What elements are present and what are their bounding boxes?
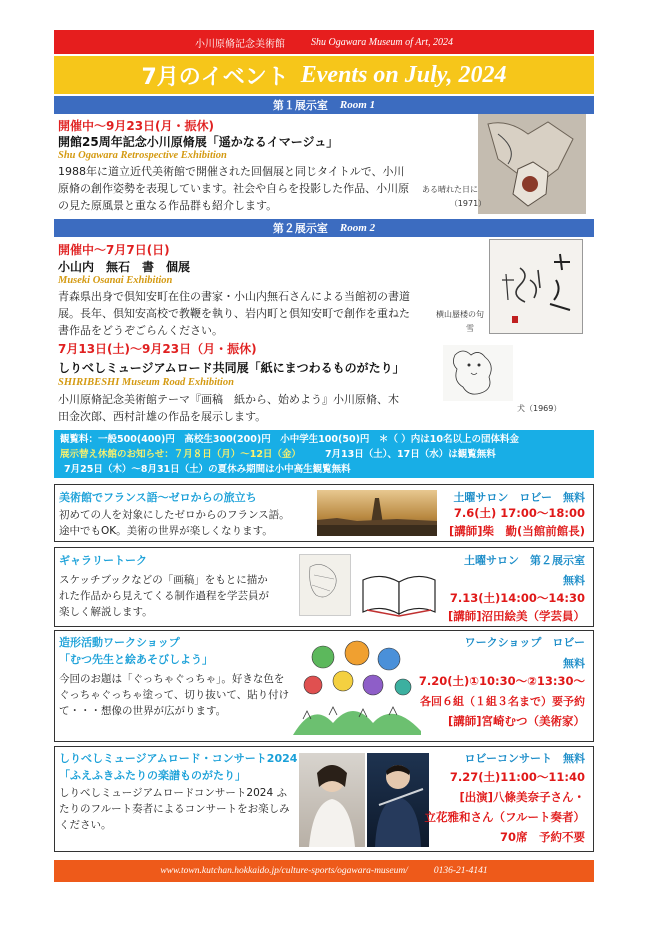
room1-title-en: Shu Ogawara Retrospective Exhibition bbox=[58, 150, 227, 161]
page-title-en: Events on July, 2024 bbox=[300, 61, 507, 88]
summer-free-notice: 7月25日（木）～8月31日（土）の夏休み期間は小中高生観覧無料 bbox=[64, 464, 351, 475]
room2-ex2-description: 小川原脩記念美術館テーマ『画稿 紙から、始めよう』小川原脩、木田金次郎、西村計雄の作品を展示します。 bbox=[58, 393, 399, 423]
room2-ex1-caption2: 雪 bbox=[466, 324, 474, 333]
event2-time: 7.13(土)14:00～14:30 bbox=[449, 591, 585, 605]
museum-name-en: Shu Ogawara Museum of Art, 2024 bbox=[310, 36, 454, 48]
footer-phone: 0136-21-4141 bbox=[433, 866, 488, 876]
footer bbox=[54, 860, 594, 882]
room1-caption2: （1971） bbox=[449, 199, 487, 208]
event3-title: 造形活動ワークショップ bbox=[59, 636, 180, 649]
event4-seats: 70席 予約不要 bbox=[499, 830, 585, 844]
event3-description: 今回のお題は「ぐっちゃぐっちゃ」。好きな色をぐっちゃぐっちゃ塗って、切り抜いて、貼り付けて・・・想像の世界が広がります。 bbox=[59, 673, 290, 717]
event3-lecturer: [講師]宮崎むつ（美術家） bbox=[447, 714, 585, 728]
event2-fee: 無料 bbox=[563, 574, 585, 587]
title-banner bbox=[54, 56, 594, 94]
event4-title: しりべしミュージアムロード・コンサート2024 bbox=[59, 752, 298, 765]
room1-label-en: Room 1 bbox=[339, 99, 376, 111]
event4-subtitle: 「ふえふきふたりの楽譜ものがたり」 bbox=[59, 769, 246, 782]
museum-name-jp: 小川原脩記念美術館 bbox=[194, 38, 285, 50]
room2-ex2-title-en: SHIRIBESHI Museum Road Exhibition bbox=[58, 377, 234, 388]
event1-venue: 土曜サロン ロビー 無料 bbox=[453, 491, 585, 504]
event-box-workshop bbox=[54, 630, 594, 742]
performer1-photo bbox=[299, 753, 365, 847]
room2-ex1-title: 小山内 無石 書 個展 bbox=[58, 260, 191, 274]
event1-description: 初めての人を対象にしたゼロからのフランス語。途中でもOK。美術の世界が楽しくなります。 bbox=[59, 509, 290, 537]
room2-bar bbox=[54, 219, 594, 237]
event2-lecturer: [講師]沼田絵美（学芸員） bbox=[447, 609, 585, 623]
room1-label-jp: 第１展示室 bbox=[272, 99, 328, 112]
free-days-notice: 7月13日（土）、17日（水）は観覧無料 bbox=[324, 449, 496, 460]
event2-description: スケッチブックなどの「画稿」をもとに描かれた作品から見えてくる制作過程を学芸員が楽しく解説します。 bbox=[59, 574, 269, 618]
room2-label-jp: 第２展示室 bbox=[272, 222, 328, 235]
closure-line bbox=[60, 447, 588, 462]
event1-title: 美術館でフランス語～ゼロからの旅立ち bbox=[59, 491, 257, 504]
event3-fee: 無料 bbox=[563, 657, 585, 670]
room2-ex1-description: 青森県出身で倶知安町在住の書家・小山内無石さんによる当館初の書道展。長年、倶知安高校で教鞭を執り、岩内町と倶知安町で創作を重ねた書作品をどうぞごらんください。 bbox=[58, 290, 410, 337]
closure-notice: 展示替え休館のお知らせ：７月８日（月）～12日（金） bbox=[60, 449, 301, 460]
event4-performer1: [出演]八條美奈子さん・ bbox=[459, 790, 585, 804]
event4-venue: ロビーコンサート 無料 bbox=[464, 752, 585, 765]
page-title-jp: 7月のイベント bbox=[141, 64, 289, 90]
room2-ex2-caption: 犬（1969） bbox=[517, 404, 562, 413]
fee-info-box bbox=[54, 430, 594, 478]
event2-venue: 土曜サロン 第２展示室 bbox=[464, 554, 585, 567]
room2-ex1-title-en: Museki Osanai Exhibition bbox=[58, 275, 173, 286]
dog-drawing bbox=[443, 345, 513, 401]
room1-description: 1988年に道立近代美術館で開催された回個展と同じタイトルで、小川原脩の創作姿勢を表現しています。社会や自らを投影した作品、小川原の見た原風景と重なる作品群も紹介します。 bbox=[58, 165, 410, 212]
calligraphy-artwork bbox=[489, 239, 583, 334]
room2-ex2-period: 7月13日(土)～9月23日（月・振休) bbox=[58, 342, 257, 356]
room1-title: 開館25周年記念小川原脩展「遥かなるイマージュ」 bbox=[58, 135, 339, 149]
event3-subtitle: 「むつ先生と絵あそびしよう」 bbox=[59, 653, 213, 666]
event-box-concert bbox=[54, 746, 594, 852]
event2-title: ギャラリートーク bbox=[59, 554, 147, 567]
room2-label-en: Room 2 bbox=[339, 222, 376, 234]
fee-line: 観覧料：一般500(400)円 高校生300(200)円 小中学生100(50)円 ＊（ ）内は10名以上の団体料金 bbox=[60, 434, 519, 445]
event3-venue: ワークショップ ロビー bbox=[464, 636, 585, 649]
room1-bar bbox=[54, 96, 594, 114]
event4-time: 7.27(土)11:00～11:40 bbox=[449, 770, 585, 784]
event3-note: 各回６組（１組３名まで）要予約 bbox=[420, 695, 585, 708]
event1-time: 7.6(土) 17:00～18:00 bbox=[453, 506, 585, 520]
event-box-gallery-talk bbox=[54, 547, 594, 627]
event4-performer2: 立花雅和さん（フルート奏者） bbox=[424, 810, 585, 824]
footer-url[interactable]: www.town.kutchan.hokkaido.jp/culture-sports/ogawara-museum/ bbox=[160, 866, 408, 876]
event-box-french bbox=[54, 484, 594, 542]
room2-ex2-title: しりべしミュージアムロード共同展「紙にまつわるものがたり」 bbox=[58, 361, 405, 375]
room1-caption1: ある晴れた日に bbox=[422, 185, 478, 194]
event4-description: しりべしミュージアムロードコンサート2024 ふたりのフルート奏者によるコンサートをお楽しみください。 bbox=[59, 787, 290, 831]
event1-lecturer: [講師]柴 勤(当館前館長) bbox=[448, 524, 585, 538]
room1-period: 開催中～9月23日(月・振休) bbox=[58, 119, 215, 133]
room2-ex1-period: 開催中～7月7日(日) bbox=[58, 243, 170, 257]
sketch-image bbox=[299, 554, 351, 616]
room2-ex1-caption1: 横山蜃楼の句 bbox=[436, 310, 484, 319]
event3-time: 7.20(土)①10:30～②13:30～ bbox=[418, 674, 585, 688]
top-banner bbox=[54, 30, 594, 54]
